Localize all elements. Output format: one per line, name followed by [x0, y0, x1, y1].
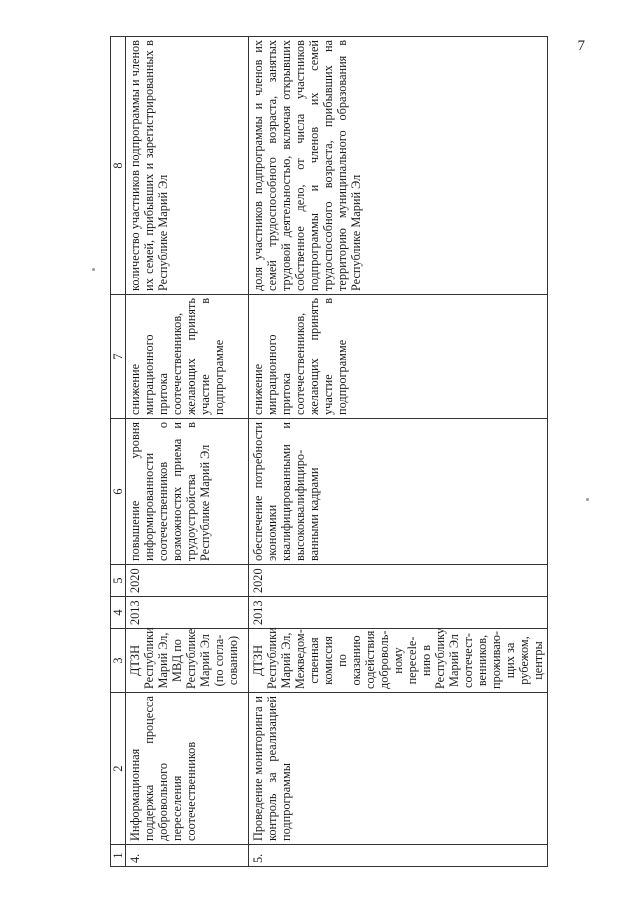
executor: ДТЗН Республики Марий Эл, Межведом- ственная комиссия по оказанию содействия доброволь- ному пересele- нию в Республику Марий Эл соотечест- венников, проживаю- щих за рубежом, центры: [249, 629, 548, 693]
start-year: 2013: [249, 597, 548, 629]
header-col-8: 8: [111, 37, 126, 295]
risk: снижение миграционного притока соотечественников, желающих принять участие в подпрограмме: [249, 295, 548, 419]
row-number: 4.: [126, 845, 249, 867]
end-year: 2020: [249, 565, 548, 597]
header-col-2: 2: [111, 693, 126, 845]
table-header-row: [111, 37, 126, 867]
indicator: доля участников подпрограммы и членов их семей трудоспособного возраста, занятых трудовой деятельностью, включая открывших собственное дело, от числа участников подпрограммы и членов их семей трудоспособного возраста, прибывших на территорию муниципального образования в Республике Марий Эл: [249, 37, 548, 295]
expected-result: обеспечение потребности экономики квалифицированными и высококвалифициро-ванными кадрами: [249, 419, 548, 565]
expected-result: повышение уровня информированности соотечественников о возможностях приема и трудоустройства в Республике Марий Эл: [126, 419, 249, 565]
table-row: [126, 37, 249, 867]
start-year: 2013: [126, 597, 249, 629]
header-col-6: 6: [111, 419, 126, 565]
header-col-1: 1: [111, 845, 126, 867]
page-number: 7: [577, 38, 585, 54]
program-table: [110, 36, 548, 867]
executor: ДТЗН Республики Марий Эл, МВД по Республике Марий Эл (по согла- сованию): [126, 629, 249, 693]
end-year: 2020: [126, 565, 249, 597]
header-col-4: 4: [111, 597, 126, 629]
header-col-5: 5: [111, 565, 126, 597]
header-col-7: 7: [111, 295, 126, 419]
scan-speck: [92, 268, 95, 271]
row-number: 5.: [249, 845, 548, 867]
indicator: количество участников подпрограммы и членов их семей, прибывших и зарегистрированных в Республике Марий Эл: [126, 37, 249, 295]
rotated-table-container: [110, 37, 570, 867]
risk: снижение миграционного притока соотечественников, желающих принять участие в подпрограмме: [126, 295, 249, 419]
table-row: [249, 37, 548, 867]
scan-speck: [586, 498, 589, 501]
measure-name: Информационная поддержка процесса добровольного переселения соотечественников: [126, 693, 249, 845]
measure-name: Проведение мониторинга и контроль за реализацией подпрограммы: [249, 693, 548, 845]
header-col-3: 3: [111, 629, 126, 693]
